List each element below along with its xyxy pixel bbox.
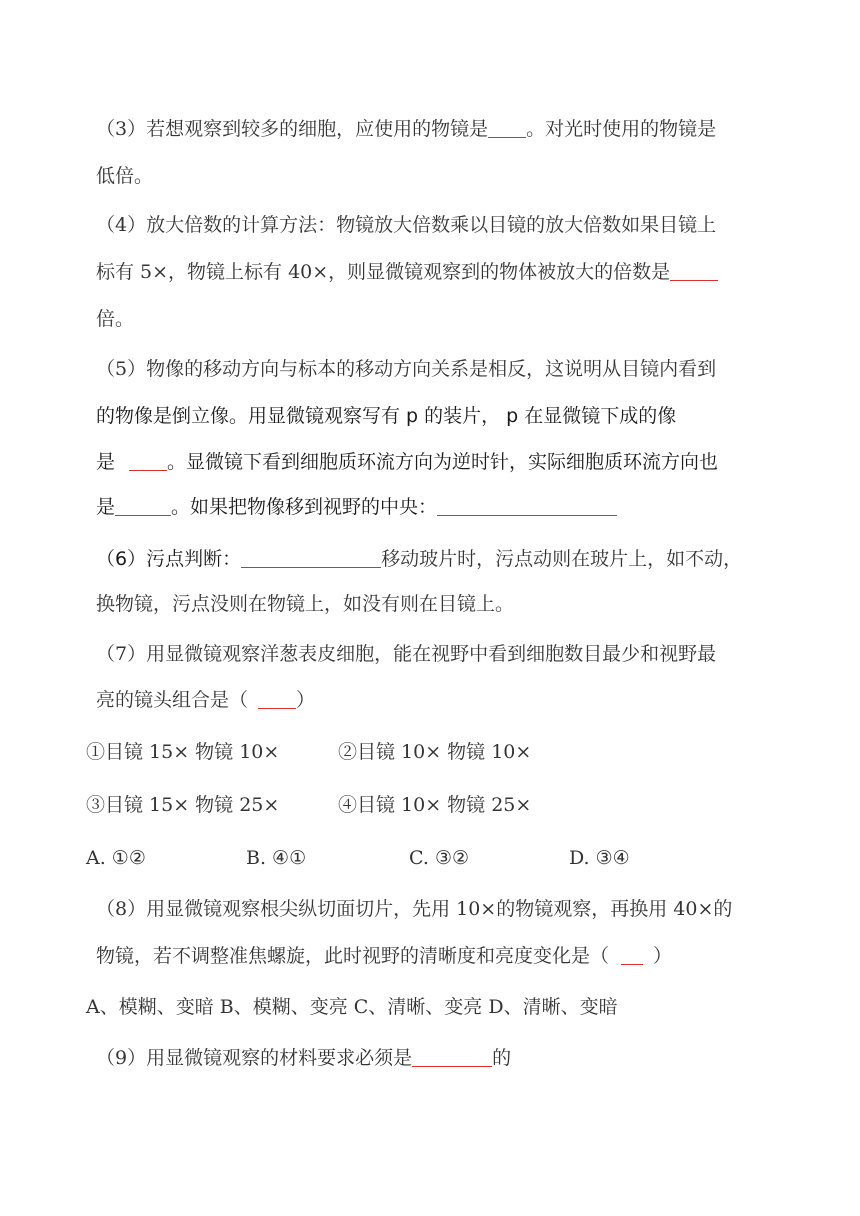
q4-blank[interactable] [670,260,718,281]
q6-blank[interactable] [241,547,381,568]
q9-text-a: （9）用显微镜观察的材料要求必须是 [96,1047,413,1069]
q8-text-b: ） [653,945,673,967]
q8-line-1: （8）用显微镜观察根尖纵切面切片，先用 10×的物镜观察，再换用 40×的 [96,898,733,920]
q5-text-c: 是 [96,496,116,518]
q5-line-1: （5）物像的移动方向与标本的移动方向关系是相反，这说明从目镜内看到 [96,358,717,380]
q5-text-d: 。如果把物像移到视野的中央： [171,496,438,518]
q5-line-2: 的物像是倒立像。用显微镜观察写有 p 的装片， p 在显微镜下成的像 [96,405,677,427]
q3-blank-1[interactable] [488,117,526,138]
q4-line-2 [96,259,718,285]
q3-text-b: 。对光时使用的物镜是 [526,118,717,140]
q7-combo-3: ③目镜 15× 物镜 25× [86,794,280,816]
q6-text-a: （6）污点判断： [96,548,242,570]
q5-blank-3[interactable] [437,495,617,516]
q9-line-1 [96,1045,511,1071]
q5-blank-1[interactable] [129,450,167,471]
q4-text: 标有 5×，物镜上标有 40×，则显微镜观察到的物体被放大的倍数是 [96,261,671,283]
q3-line-2: 低倍。 [96,165,154,187]
q8-options: A、模糊、变暗 B、模糊、变亮 C、清晰、变亮 D、清晰、变暗 [86,996,618,1018]
q7-line-2 [96,687,315,713]
q7-option-d[interactable]: D. ③④ [569,847,630,869]
q5-blank-2[interactable] [115,495,171,516]
q9-text-b: 的 [492,1047,512,1069]
q4-line-1: （4）放大倍数的计算方法：物镜放大倍数乘以目镜的放大倍数如果目镜上 [96,214,717,236]
q7-line-1: （7）用显微镜观察洋葱表皮细胞，能在视野中看到细胞数目最少和视野最 [96,643,717,665]
q7-combo-4: ④目镜 10× 物镜 25× [338,794,532,816]
q9-blank[interactable] [412,1046,492,1067]
q7-combo-2: ②目镜 10× 物镜 10× [338,741,532,763]
q7-text-b: ） [296,689,316,711]
q8-text-a: 物镜，若不调整准焦螺旋，此时视野的清晰度和亮度变化是（ [96,945,610,967]
q6-text-b: 移动玻片时，污点动则在玻片上，如不动， [381,548,743,570]
q8-line-2 [96,943,672,969]
q6-line-2: 换物镜，污点没则在物镜上，如没有则在目镜上。 [96,593,515,615]
q5-text-b: 。显微镜下看到细胞质环流方向为逆时针，实际细胞质环流方向也 [167,451,719,473]
q3-text-a: （3）若想观察到较多的细胞，应使用的物镜是 [96,118,489,140]
q5-line-4 [96,494,617,520]
q6-line-1 [96,546,742,572]
q4-line-3: 倍。 [96,308,135,330]
q8-blank[interactable] [621,944,643,965]
q7-option-c[interactable]: C. ③② [409,847,470,869]
q7-text-a: 亮的镜头组合是（ [96,689,249,711]
q7-option-b[interactable]: B. ④① [246,847,307,869]
q5-text-a: 是 [96,451,116,473]
q5-line-3 [96,449,718,475]
q7-option-a[interactable]: A. ①② [86,847,146,869]
q7-blank[interactable] [258,688,296,709]
q7-combo-1: ①目镜 15× 物镜 10× [86,741,280,763]
q3-line-1 [96,116,716,142]
